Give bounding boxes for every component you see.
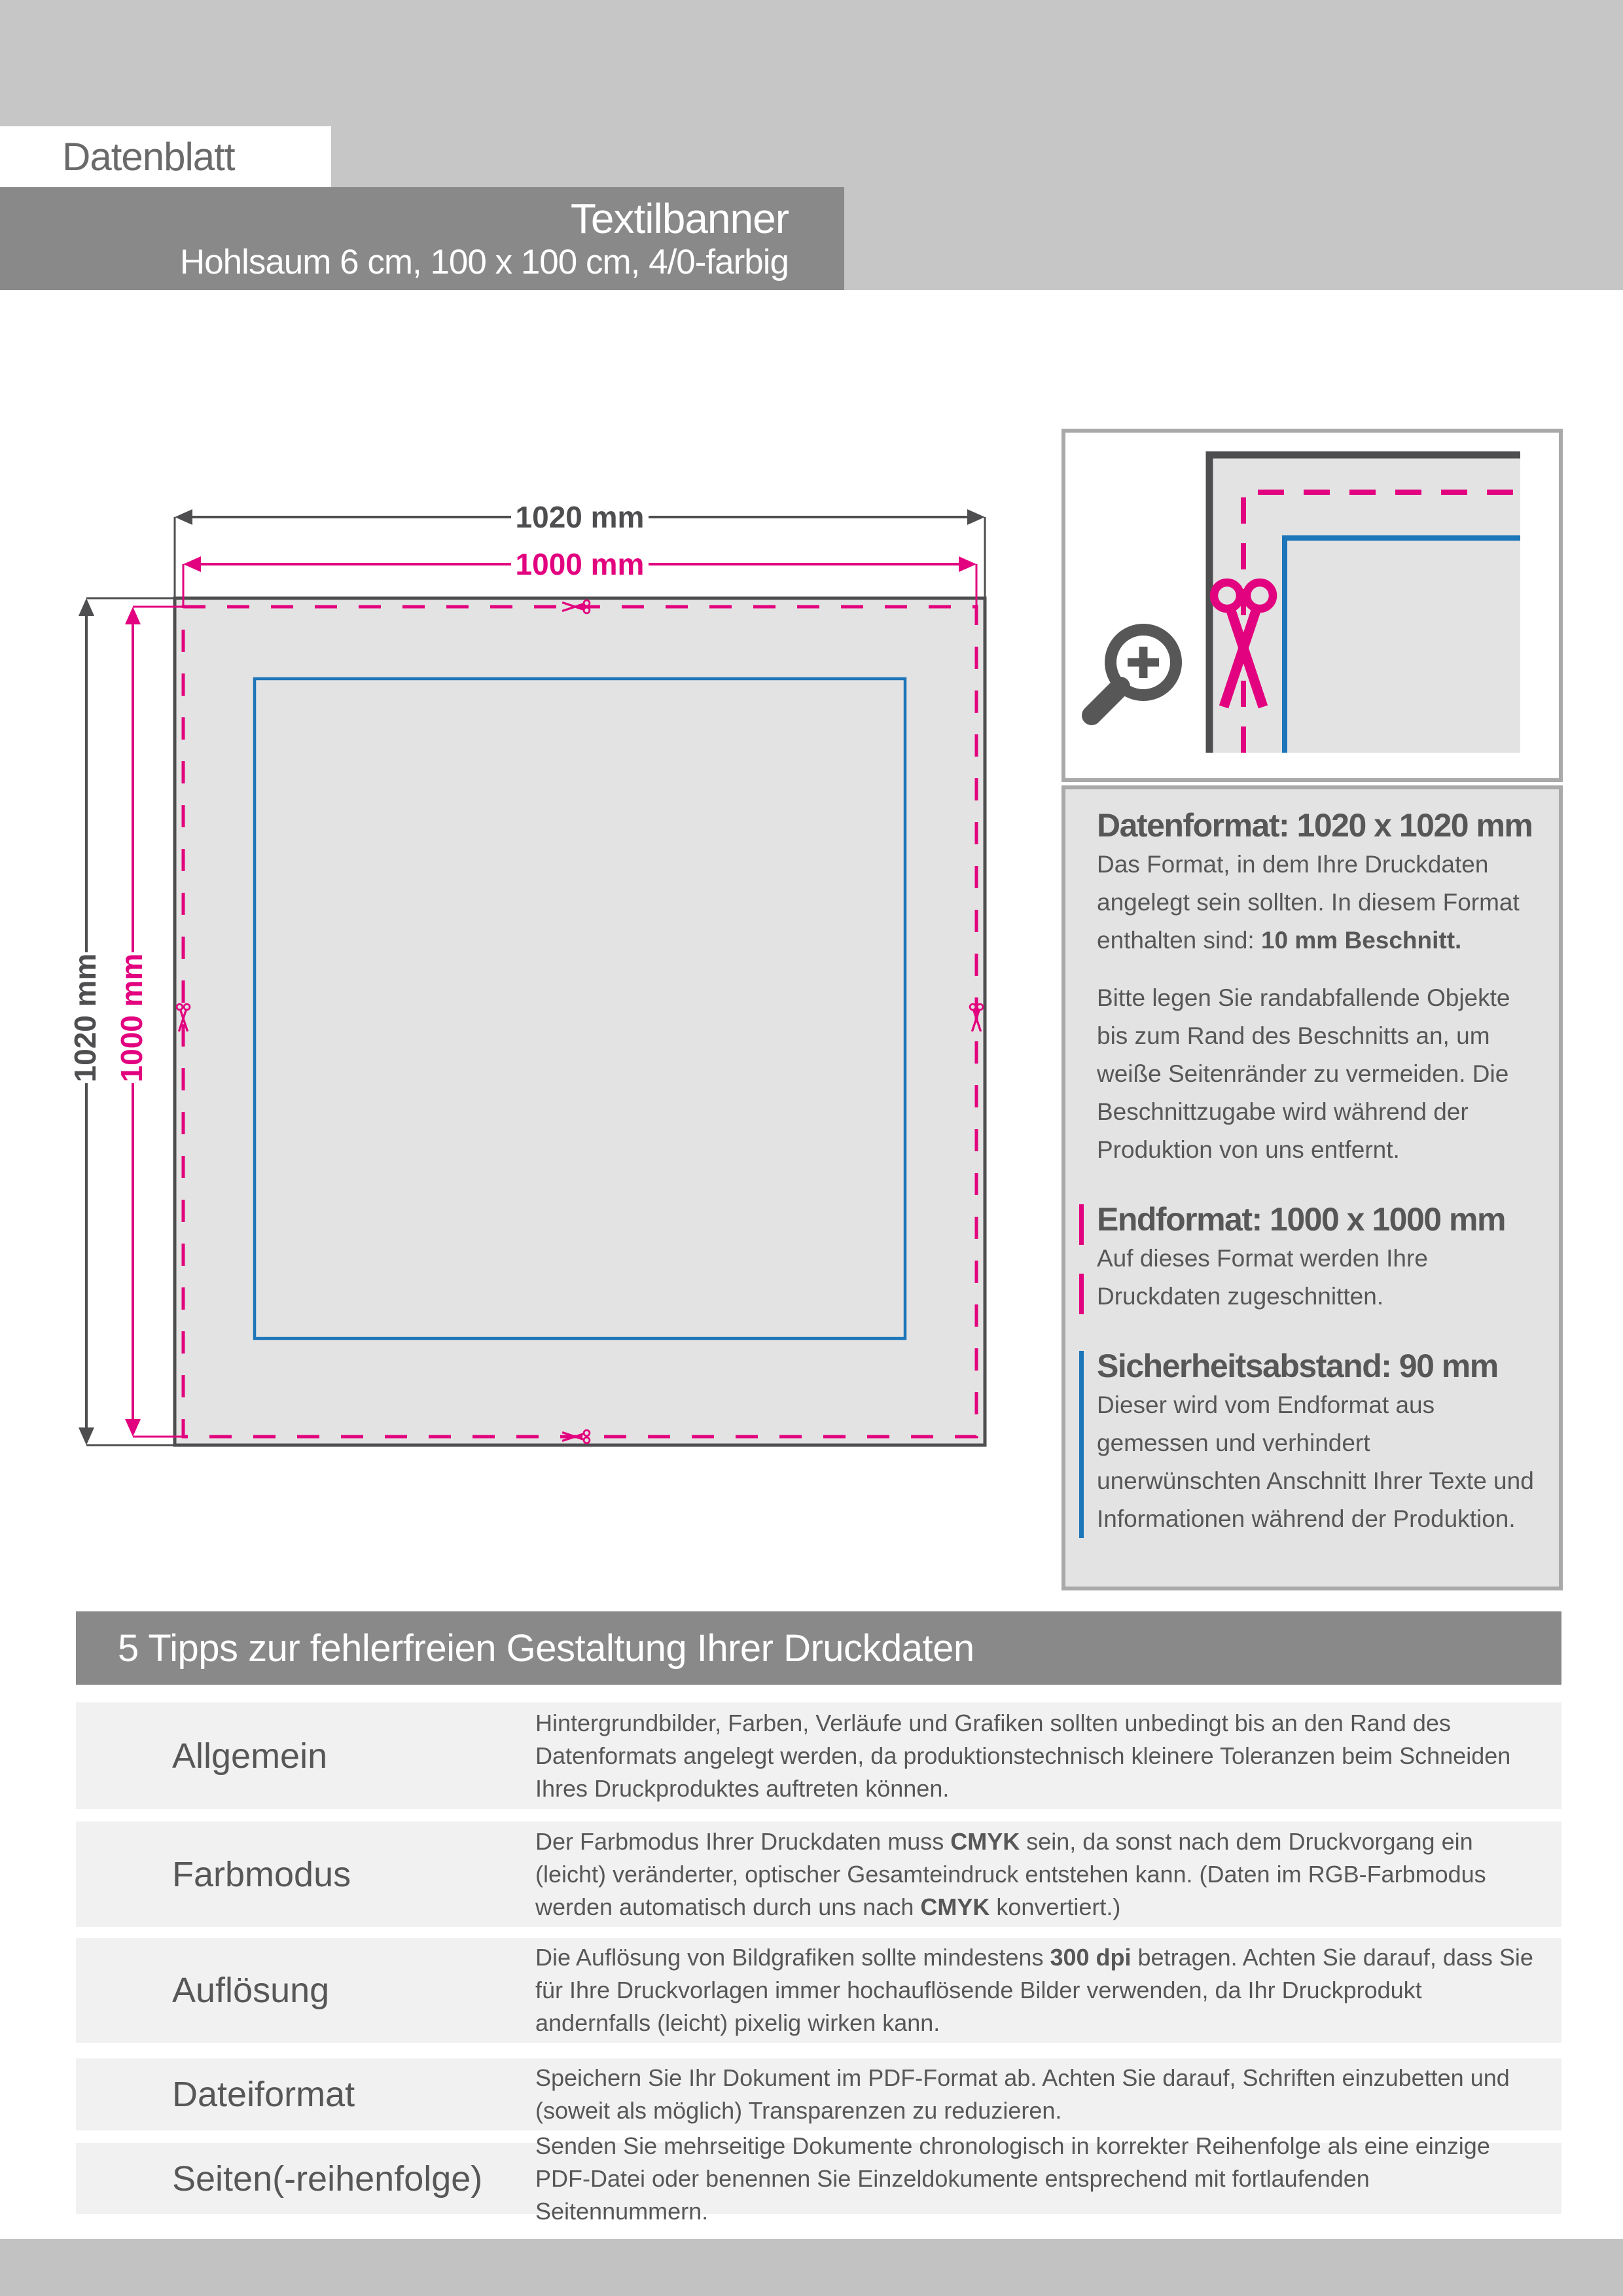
scissors-icon: [562, 600, 590, 613]
scissors-icon: [177, 1004, 190, 1031]
tip-label: Seiten(-reihenfolge): [172, 2159, 483, 2198]
product-name: Textilbanner: [570, 194, 789, 242]
product-band: [0, 187, 844, 290]
tip-label: Farbmodus: [172, 1854, 351, 1894]
tip-row-farbmodus: [76, 1821, 1561, 1927]
datenformat-text: Das Format, in dem Ihre Druckdaten angelegt sein sollten. In diesem Format enthalten sind: 10 mm Beschnitt.: [1097, 851, 1520, 954]
tip-text: Hintergrundbilder, Farben, Verläufe und Grafiken sollten unbedingt bis an den Rand des Datenformats angelegt werden, da produktionstechnisch kleinere Toleranzen beim Schneiden Ihres Druckproduktes auftreten können.: [535, 1709, 1511, 1802]
product-variant: Hohlsaum 6 cm, 100 x 100 cm, 4/0-farbig: [179, 242, 789, 281]
dim-width-outer: [175, 517, 985, 598]
tip-label: Dateiformat: [172, 2075, 355, 2114]
tip-row-dateiformat: [76, 2058, 1561, 2130]
dim-height-outer-label: 1020 mm: [68, 953, 102, 1083]
tips-title: 5 Tipps zur fehlerfreien Gestaltung Ihrer Druckdaten: [118, 1626, 974, 1670]
footer-band: [0, 2239, 1623, 2296]
tip-text: Der Farbmodus Ihrer Druckdaten muss CMYK sein, da sonst nach dem Druckvorgang ein (leicht) veränderter, optischer Gesamteindruck entstehen kann. (Daten im RGB-Farbmodus werden automatisch durch uns nach CMYK konvertiert.): [535, 1827, 1486, 1920]
endformat-cut-rect: [183, 607, 976, 1437]
endformat-block: [1097, 1199, 1541, 1316]
dim-width-outer-label: 1020 mm: [515, 500, 645, 534]
safety-block: [1097, 1346, 1541, 1538]
datenformat-square: [175, 598, 985, 1445]
dim-height-inner-label: 1000 mm: [115, 953, 149, 1083]
safety-text: Dieser wird vom Endformat aus gemessen und verhindert unerwünschten Anschnitt Ihrer Texte und Informationen während der Produktion.: [1097, 1391, 1534, 1532]
tip-row-seitenreihenfolge: [76, 2132, 1561, 2225]
datenformat-block: [1097, 805, 1541, 960]
tip-text: Die Auflösung von Bildgrafiken sollte mindestens 300 dpi betragen. Achten Sie darauf, dass Sie für Ihre Druckvorlagen immer hochauflösende Bilder verwenden, da Ihr Druckprodukt andernfalls (leicht) pixelig wirken kann.: [535, 1944, 1533, 2036]
dim-width-inner-label: 1000 mm: [515, 547, 645, 581]
safety-line-bar: [1079, 1351, 1084, 1538]
tip-text: Senden Sie mehrseitige Dokumente chronologisch in korrekter Reihenfolge als eine einzige PDF-Datei oder benennen Sie Einzeldokumente entsprechend mit fortlaufenden Seitennummern.: [535, 2132, 1490, 2225]
dim-height-inner: [133, 607, 183, 1437]
corner-detail-box: [1061, 429, 1563, 782]
datenformat-heading: Datenformat: 1020 x 1020 mm: [1097, 807, 1533, 844]
safety-rect: [255, 679, 905, 1338]
endformat-cutline-bar: [1079, 1204, 1084, 1314]
dim-width-inner: [183, 564, 976, 607]
tip-text: Speichern Sie Ihr Dokument im PDF-Format ab. Achten Sie darauf, Schriften einzubetten und (soweit als möglich) Transparenzen zu reduzieren.: [535, 2064, 1510, 2124]
tip-label: Allgemein: [172, 1736, 328, 1776]
format-info-panel: [1061, 785, 1563, 1590]
doc-title: Datenblatt: [62, 135, 235, 179]
endformat-text: Auf dieses Format werden Ihre Druckdaten zugeschnitten.: [1097, 1245, 1428, 1310]
tips-title-bar: [76, 1611, 1561, 1685]
tip-row-allgemein: [76, 1702, 1561, 1809]
scissors-icon: [562, 1430, 590, 1443]
endformat-heading: Endformat: 1000 x 1000 mm: [1097, 1201, 1505, 1238]
tip-label: Auflösung: [172, 1971, 330, 2010]
tip-row-aufloesung: [76, 1938, 1561, 2043]
bleed-note-text: Bitte legen Sie randabfallende Objekte bis zum Rand des Beschnitts an, um weiße Seitenränder zu vermeiden. Die Beschnittzugabe wird während der Produktion von uns entfernt.: [1097, 984, 1510, 1163]
safety-heading: Sicherheitsabstand: 90 mm: [1097, 1348, 1498, 1384]
dim-height-outer: [86, 598, 175, 1445]
doc-title-box: [0, 126, 331, 187]
scissors-icon: [970, 1004, 983, 1031]
